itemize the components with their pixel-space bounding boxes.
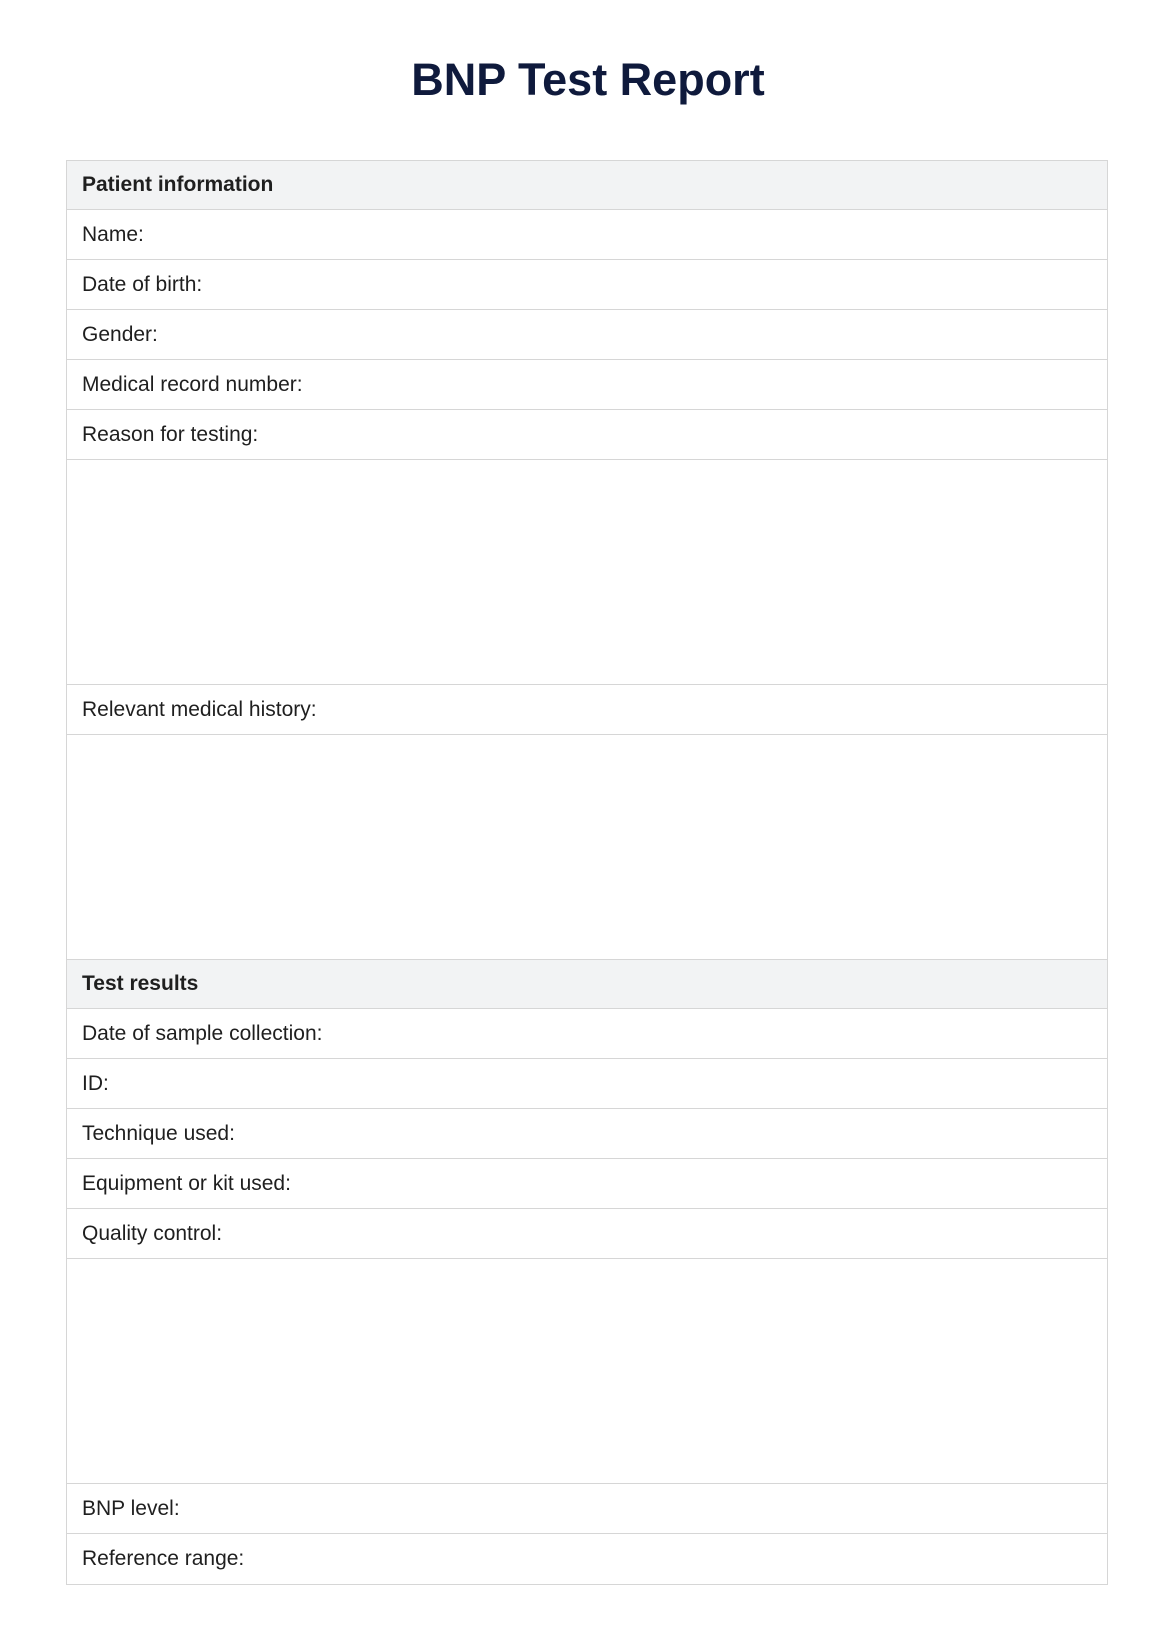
name-field[interactable]: Name: [67,210,1107,260]
reason-for-testing-area[interactable] [67,460,1107,685]
relevant-medical-history-area[interactable] [67,735,1107,960]
report-form-table [66,160,1108,1585]
quality-control-label: Quality control: [67,1209,1107,1259]
medical-record-number-field[interactable]: Medical record number: [67,360,1107,410]
page-title: BNP Test Report [411,54,765,105]
relevant-medical-history-label: Relevant medical history: [67,685,1107,735]
gender-field[interactable]: Gender: [67,310,1107,360]
patient-information-header: Patient information [67,161,1107,210]
date-of-birth-field[interactable]: Date of birth: [67,260,1107,310]
equipment-or-kit-used-field[interactable]: Equipment or kit used: [67,1159,1107,1209]
quality-control-area[interactable] [67,1259,1107,1484]
technique-used-field[interactable]: Technique used: [67,1109,1107,1159]
bnp-level-field[interactable]: BNP level: [67,1484,1107,1534]
reference-range-field[interactable]: Reference range: [82,1547,245,1570]
reason-for-testing-label: Reason for testing: [67,410,1107,460]
date-of-sample-collection-field[interactable]: Date of sample collection: [67,1009,1107,1059]
id-field[interactable]: ID: [67,1059,1107,1109]
test-results-header: Test results [67,960,1107,1009]
